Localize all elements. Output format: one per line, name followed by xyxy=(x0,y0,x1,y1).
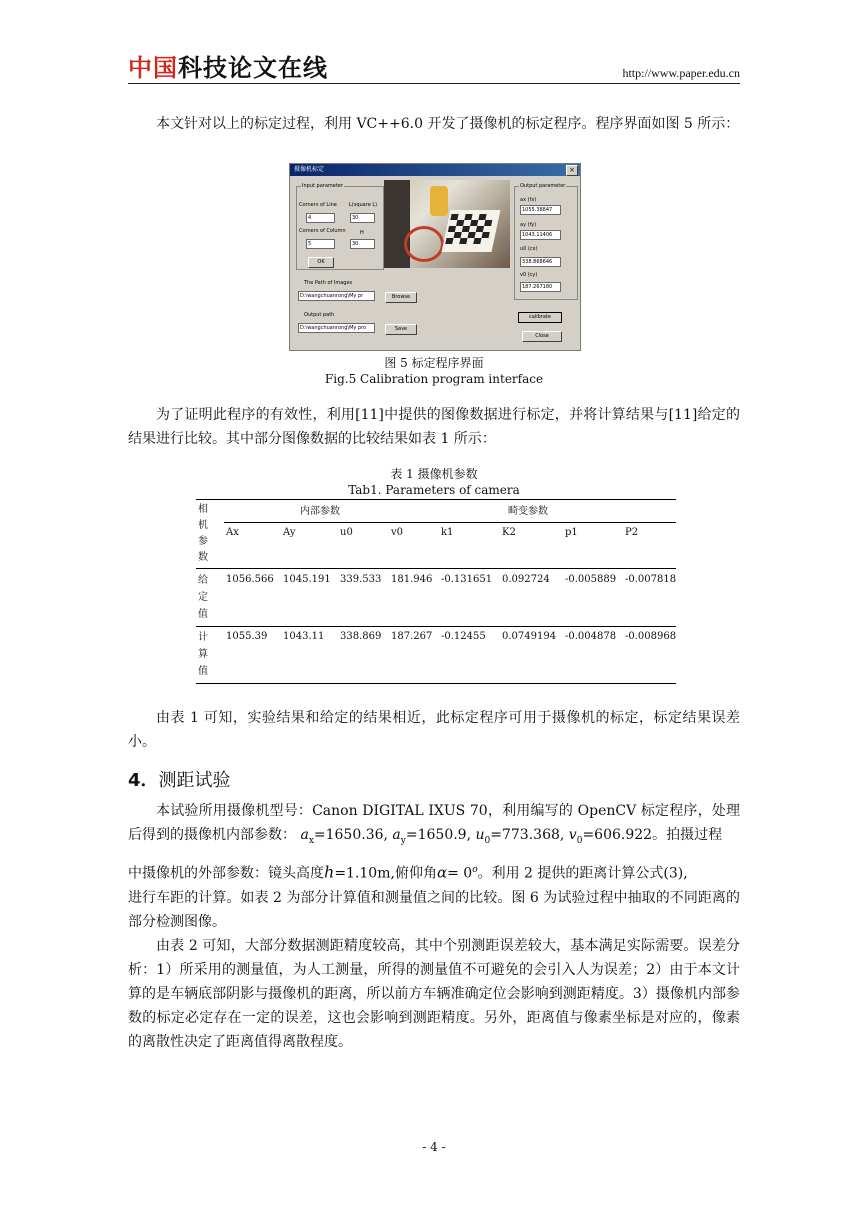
table-cell: 1056.566 xyxy=(226,574,274,585)
table-col-header: p1 xyxy=(565,527,578,538)
output-path-label: Output path xyxy=(304,312,335,318)
paragraph-intro: 本文针对以上的标定过程，利用 VC++6.0 开发了摄像机的标定程序。程序界面如图 5 所示： xyxy=(156,116,740,132)
save-button: Save xyxy=(385,324,417,335)
ok-button: OK xyxy=(308,257,334,268)
corners-of-line-label: Corners of Line xyxy=(299,202,337,208)
paragraph-experiment-external: 中摄像机的外部参数：镜头高度h=1.10m,俯仰角$\alpha= 0^o$。利用 2 提供的距离计算公式(3), xyxy=(128,862,688,882)
browse-button: Browse xyxy=(385,292,417,303)
v0-output: 187.267180 xyxy=(520,282,561,292)
l-square-input: 30 xyxy=(350,213,375,223)
u0-label: u0 (cx) xyxy=(520,246,538,252)
table-col-header: Ay xyxy=(283,527,296,538)
paragraph-experiment-rest: 进行车距的计算。如表 2 为部分计算值和测量值之间的比较。图 6 为试验过程中抽取的不同距离的部分检测图像。 xyxy=(128,890,740,930)
path-of-images-input: D:\wangchuanrong\My pr xyxy=(298,291,375,301)
calibrate-button: calibrate xyxy=(518,312,562,323)
table-cell: 1055.39 xyxy=(226,631,268,642)
table1-caption-cn: 表 1 摄像机参数 xyxy=(390,467,478,481)
table-row-label: 计算值 xyxy=(198,632,208,677)
h-label: H xyxy=(360,230,364,236)
table-cell: 187.267 xyxy=(391,631,433,642)
table-group-internal: 内部参数 xyxy=(300,506,340,517)
table-corner-label: 相机参数 xyxy=(198,504,208,563)
section-heading: 4．测距试验 xyxy=(128,770,231,791)
table-row-rule-1 xyxy=(196,568,676,569)
output-parameter-group: Output parameter xyxy=(514,186,578,300)
calibration-program-screenshot xyxy=(289,163,581,351)
path-of-images-label: The Path of Images xyxy=(304,280,353,286)
table-cell: -0.005889 xyxy=(565,574,617,585)
figure5-caption-en: Fig.5 Calibration program interface xyxy=(324,372,544,386)
page-number: - 4 - xyxy=(422,1140,446,1154)
close-icon: × xyxy=(566,165,578,176)
v0-label: v0 (cy) xyxy=(520,272,538,278)
header-rule xyxy=(128,83,740,84)
site-url[interactable]: http://www.paper.edu.cn xyxy=(622,66,740,80)
figure5-caption-cn: 图 5 标定程序界面 xyxy=(384,356,484,370)
table-cell: -0.008968 xyxy=(625,631,677,642)
table-col-header: k1 xyxy=(441,527,454,538)
app-close-button: Close xyxy=(522,331,562,342)
corners-of-column-label: Corners of Column xyxy=(299,228,346,234)
table-col-header: P2 xyxy=(625,527,639,538)
l-square-label: L(square L) xyxy=(349,202,378,208)
table-header-rule xyxy=(224,522,676,523)
corners-of-column-input: 5 xyxy=(306,239,335,249)
table-cell: 338.869 xyxy=(340,631,382,642)
window-titlebar: 摄像机标定 xyxy=(290,164,580,176)
table-col-header: u0 xyxy=(340,527,353,538)
table-cell: -0.007818 xyxy=(625,574,677,585)
table-cell: 1043.11 xyxy=(283,631,325,642)
table-cell: 0.0749194 xyxy=(502,631,557,642)
ay-output: 1043.11406 xyxy=(520,230,561,240)
table-row-rule-2 xyxy=(196,626,676,627)
table-col-header: v0 xyxy=(391,527,404,538)
table-cell: -0.131651 xyxy=(441,574,493,585)
u0-output: 338.868646 xyxy=(520,257,561,267)
paragraph-experiment-intro: 本试验所用摄像机型号：Canon DIGITAL IXUS 70，利用编写的 OpenCV 标定程序，处理后得到的摄像机内部参数： $a_x=1650.36$, $a_y=1650.9$, $u_0=773.368$, $v_0=606.922$。拍摄过程 xyxy=(128,803,740,846)
checkerboard-pattern xyxy=(442,210,501,252)
table-col-header: Ax xyxy=(226,527,239,538)
paragraph-validation: 为了证明此程序的有效性，利用[11]中提供的图像数据进行标定，并将计算结果与[11]给定的结果进行比较。其中部分图像数据的比较结果如表 1 所示： xyxy=(128,407,740,447)
input-parameter-group: Input parameter xyxy=(296,186,384,270)
table-bottom-rule xyxy=(196,683,676,684)
table1-caption-en: Tab1. Parameters of camera xyxy=(348,483,520,497)
paragraph-table-conclusion: 由表 1 可知，实验结果和给定的结果相近，此标定程序可用于摄像机的标定，标定结果误差小。 xyxy=(128,710,740,750)
table-top-rule xyxy=(196,499,676,500)
site-logo: 中国科技论文在线 xyxy=(128,54,328,82)
table-row-label: 给定值 xyxy=(198,575,208,620)
ax-output: 1055.38847 xyxy=(520,205,561,215)
paragraph-error-analysis: 由表 2 可知，大部分数据测距精度较高，其中个别测距误差较大，基本满足实际需要。误差分析：1）所采用的测量值，为人工测量，所得的测量值不可避免的会引入人为误差；2）由于本文计算的是车辆底部阴影与摄像机的距离，所以前方车辆准确定位会影响到测距精度。3）摄像机内部参数的标定必定存在一定的误差，这也会影响到测距精度。另外，距离值与像素坐标是对应的，像素的离散性决定了距离值得离散程度。 xyxy=(128,938,740,1050)
output-path-input: D:\wangchuanrong\My pro xyxy=(298,323,375,333)
table-cell: 0.092724 xyxy=(502,574,550,585)
table-cell: 1045.191 xyxy=(283,574,331,585)
table-group-distortion: 畸变参数 xyxy=(508,506,548,517)
table-col-header: K2 xyxy=(502,527,516,538)
checkerboard xyxy=(442,210,501,252)
table-cell: -0.004878 xyxy=(565,631,617,642)
table-cell: 181.946 xyxy=(391,574,433,585)
corners-of-line-input: 4 xyxy=(306,213,335,223)
calibration-photo xyxy=(384,180,510,268)
ax-label: ax (fx) xyxy=(520,197,537,203)
h-input: 30 xyxy=(350,239,375,249)
table-cell: -0.12455 xyxy=(441,631,486,642)
ay-label: ay (fy) xyxy=(520,222,537,228)
table-cell: 339.533 xyxy=(340,574,382,585)
